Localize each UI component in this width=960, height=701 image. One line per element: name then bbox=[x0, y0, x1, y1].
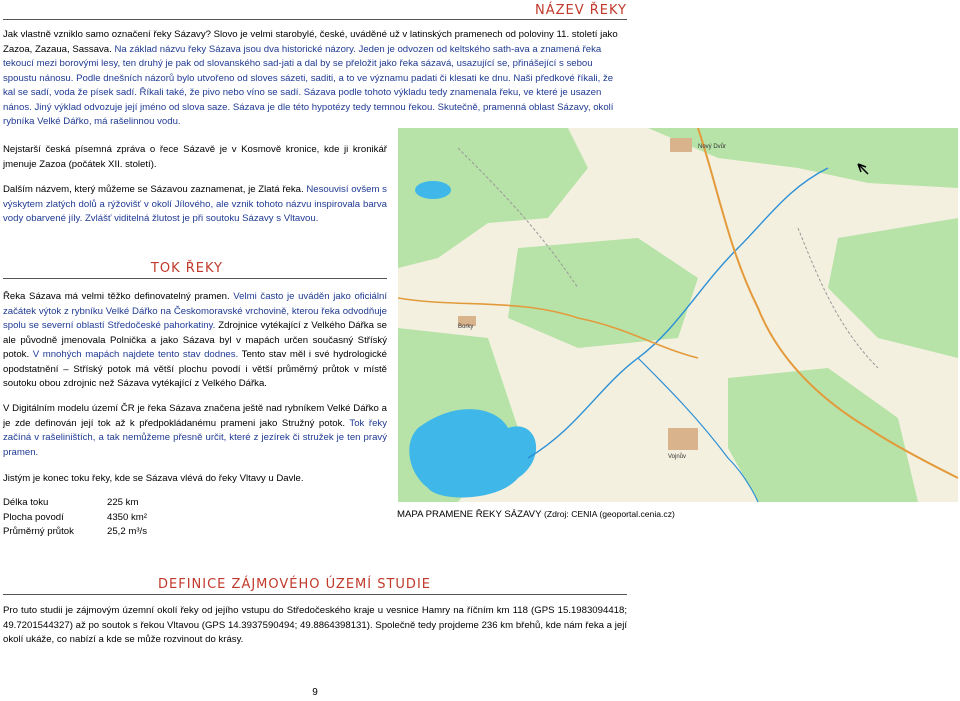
tok1-text-4: V mnohých mapách najdete tento stav dodnes. bbox=[29, 349, 239, 360]
tok-paragraph-1 bbox=[3, 290, 387, 392]
stats-value: 4350 km² bbox=[107, 511, 147, 523]
tok1-text-3: Zdrojnice vytékající z Velkého Dářka se ale původně jmenovala Polnička a jako Sázava byl v mapách určen současný Stříský potok. bbox=[3, 320, 387, 360]
stats-label: Plocha povodí bbox=[3, 511, 64, 523]
intro-text-5: Sázava je dle této hypotézy tedy temnou řekou. Skutečně, pramenná oblast Sázavy, okolí rybníka Velké Dářko, má rašelinnou vodu. bbox=[3, 101, 614, 127]
heading-rule bbox=[3, 19, 627, 20]
intro-text-3: Jeden je odvozen od keltského sath-ava a znamená řeka tekoucí mezi borovými lesy, ten druhý je pak od slovanského sad-jati a dal by se přeložit jako řeka sázavá, usazující se, přinášející s sebou spoustu nánosu. bbox=[3, 43, 602, 84]
map-label-top: Nový Dvůr bbox=[698, 144, 727, 150]
section-heading-tok: TOK ŘEKY bbox=[150, 261, 223, 276]
intro-text-1: Jak vlastně vzniklo samo označení řeky Sázavy? Slovo je velmi starobylé, české, uváděné už v latinských pramenech od poloviny 11. století jako Zazoa, Zazaua, Sassava. bbox=[3, 29, 618, 55]
stats-value: 225 km bbox=[107, 497, 139, 508]
zlata-text-3: Zvlášť viditelná žlutost je při soutoku Sázavy s Vltavou. bbox=[82, 213, 319, 224]
intro-text-4: Podle dnešních názorů bylo utvořeno od sloves sázeti, saditi, a to ve významu padati či klesati ke dnu. Naši předkové říkali, že kal se sadí, voda že písek sadí. Říkali také, že pivo nebo víno se sadí. Sázava podle tohoto výkladu tedy znamenala řeku, ve které je usazen nános. Jiný výklad odvozuje její jméno od slova saze. bbox=[3, 72, 614, 113]
kosmas-paragraph: Nejstarší česká písemná zpráva o řece Sázavě je v Kosmově kronice, kde ji kronikář jmenuje Zazoa (počátek XII. století). bbox=[3, 144, 387, 170]
pond bbox=[415, 181, 451, 199]
tok1-text-2: Velmi často je uváděn jako oficiální začátek výtok z rybníku Velké Dářko na Českomoravské vrchovině, kterou řeka odvodňuje spolu se severní oblastí Středočeské pahorkatiny. bbox=[3, 291, 387, 331]
tok1-text-1: Řeka Sázava má velmi těžko definovatelný pramen. bbox=[3, 291, 230, 302]
river-stats-table bbox=[3, 497, 147, 541]
tok2-text-2: Tok řeky začíná v rašeliništích, a tak nemůžeme přesně určit, které z jezírek či stružek je ten pravý pramen. bbox=[3, 417, 387, 458]
source-map bbox=[398, 128, 958, 502]
map-label-middle: Borky bbox=[458, 324, 474, 330]
map-caption-source: (Zdroj: CENIA (geoportal.cenia.cz) bbox=[543, 509, 675, 519]
section-heading-definice: DEFINICE ZÁJMOVÉHO ÚZEMÍ STUDIE bbox=[158, 577, 431, 592]
tok-paragraph-2 bbox=[3, 402, 387, 460]
intro-text-2: Na základ názvu řeky Sázava jsou dva historické názory. bbox=[114, 43, 356, 55]
map-caption bbox=[397, 507, 777, 523]
stats-row bbox=[3, 497, 147, 512]
stats-label: Průměrný průtok bbox=[3, 526, 74, 537]
heading-rule bbox=[3, 594, 627, 595]
section-heading-nazev: NÁZEV ŘEKY bbox=[534, 3, 627, 18]
tok1-text-5: Tento stav měl i své hydrologické opodstatnění – Stříský potok má větší plochu povodí i větší průměrný průtok v místě soutoku obou zdrojnic než Sázava vytékající z Velkého Dářka. bbox=[3, 349, 388, 389]
definice-paragraph: Pro tuto studii je zájmovým územní okolí řeky od jejího vstupu do Středočeského kraje u vesnice Hamry na říčním km 118 (GPS 15.1983094418; 49.7201544327) až po soutok s řekou Vltavou (GPS 14.3937590494; 49.8864398131). Společně tedy projdeme 236 km břehů, kde nám řeka a její okolí ukáže, co nabízí a kde se může rozvinout do krásy. bbox=[3, 605, 627, 645]
tok-paragraph-3: Jistým je konec toku řeky, kde se Sázava vlévá do řeky Vltavy u Davle. bbox=[3, 473, 304, 484]
settlement bbox=[670, 138, 692, 152]
tok2-text-1: V Digitálním modelu území ČR je řeka Sázava značena ještě nad rybníkem Velké Dářko a je zde definován její tok až k předpokládanému prameni jako Stružný potok. bbox=[3, 403, 387, 429]
zlata-text-1: Dalším názvem, který můžeme se Sázavou zaznamenat, je Zlatá řeka. bbox=[3, 184, 304, 195]
stats-label: Délka toku bbox=[3, 497, 49, 508]
zlata-text-2: Nesouvisí ovšem s výskytem zlatých dolů a rýžovišť v okolí Jílového, ale vznik tohoto názvu inspirovala barva vody obarvené jíly. bbox=[3, 184, 387, 224]
stats-value: 25,2 m³/s bbox=[107, 526, 147, 537]
stats-row bbox=[3, 526, 147, 541]
map-label-bottom: Vojnův bbox=[668, 454, 687, 460]
heading-rule bbox=[3, 278, 387, 279]
zlata-reka-paragraph bbox=[3, 183, 387, 227]
stats-row bbox=[3, 512, 147, 527]
settlement bbox=[668, 428, 698, 450]
map-caption-title: MAPA PRAMENE ŘEKY SÁZAVY bbox=[397, 509, 542, 520]
page-number: 9 bbox=[312, 687, 318, 698]
intro-paragraph bbox=[3, 28, 627, 130]
